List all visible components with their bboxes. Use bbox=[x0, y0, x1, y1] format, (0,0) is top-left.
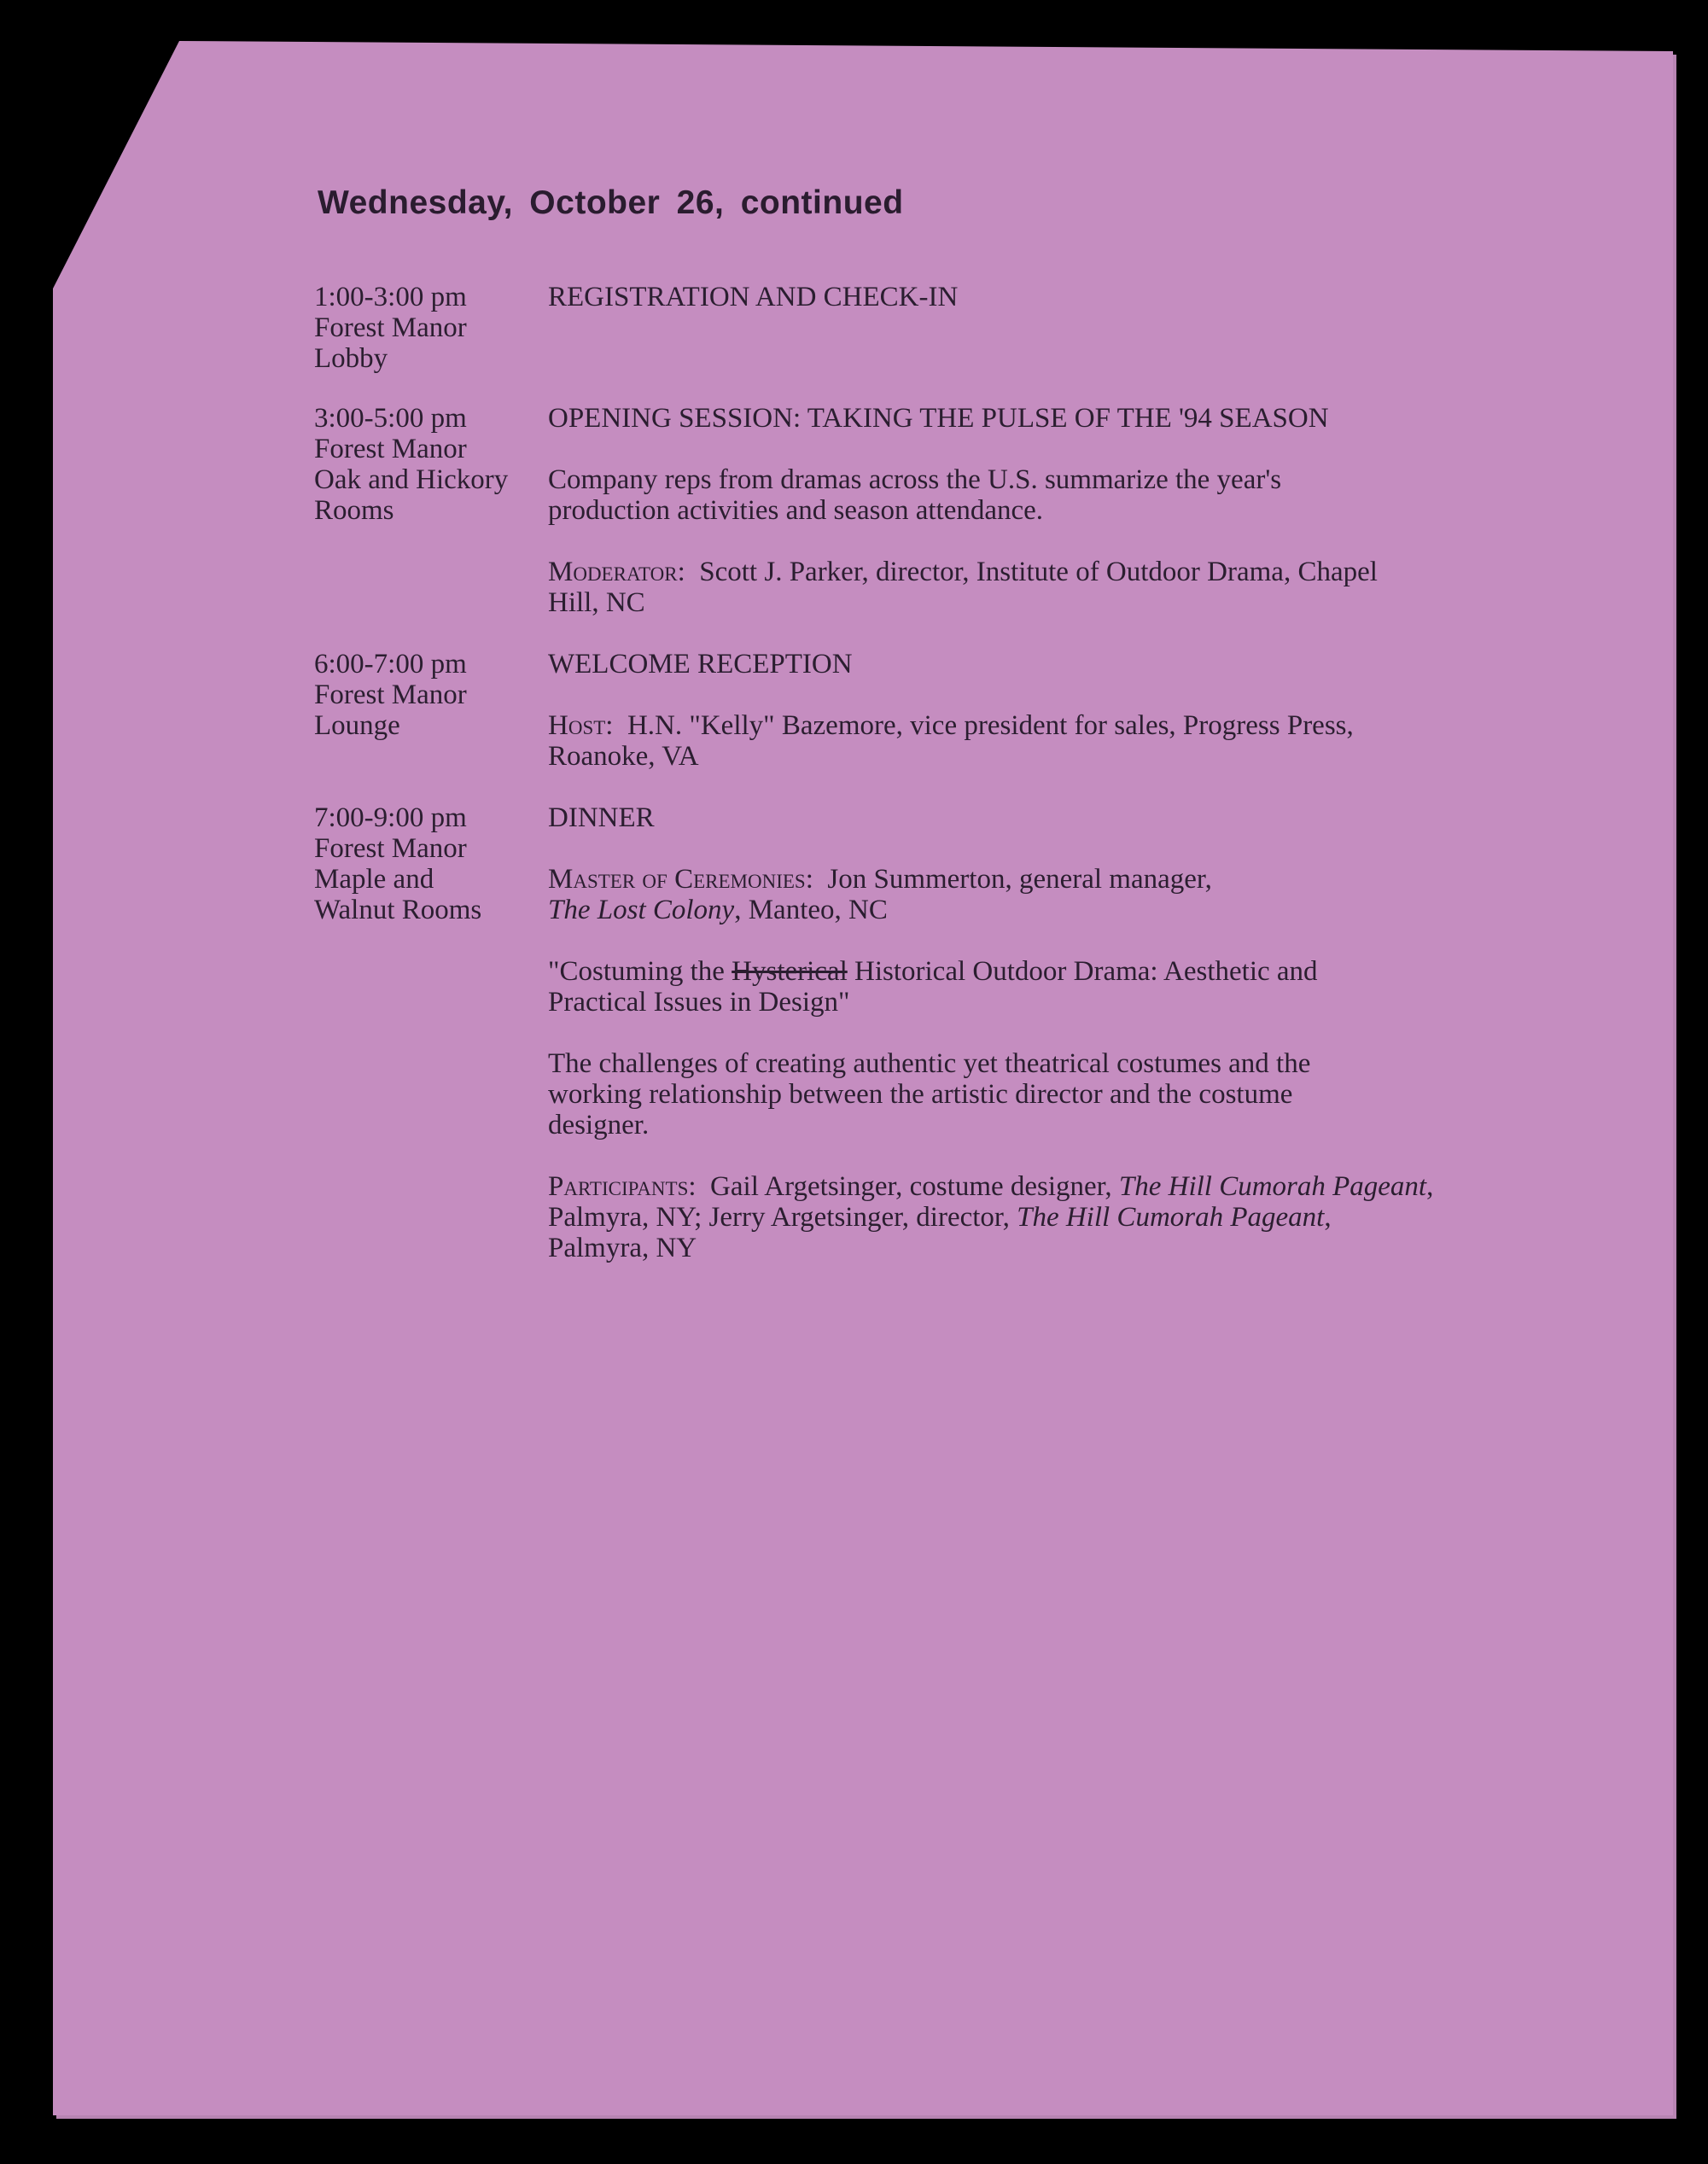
session-2-details bbox=[548, 403, 1444, 618]
session-4-location-line: Walnut Rooms bbox=[314, 895, 482, 925]
session-4-details bbox=[548, 802, 1444, 1263]
session-3-time-location bbox=[314, 649, 467, 741]
session-2-moderator bbox=[548, 557, 1402, 618]
session-2-location-line: Forest Manor bbox=[314, 434, 467, 464]
session-2-time: 3:00-5:00 pm bbox=[314, 403, 467, 434]
participant-location: , Palmyra, NY bbox=[548, 1202, 1332, 1263]
participants-label: Participants: bbox=[548, 1171, 697, 1202]
session-4-location-line: Forest Manor bbox=[314, 833, 467, 864]
session-3-title: WELCOME RECEPTION bbox=[548, 649, 853, 680]
session-4-talk-title bbox=[548, 956, 1410, 1018]
host-text: H.N. "Kelly" Bazemore, vice president for sales, Progress Press, Roanoke, VA bbox=[548, 710, 1354, 772]
session-1-time: 1:00-3:00 pm bbox=[314, 282, 467, 312]
participant-text: Jerry Argetsinger, director, bbox=[708, 1202, 1017, 1233]
session-2-description: Company reps from dramas across the U.S. summarize the year's production activities and season attendance. bbox=[548, 464, 1282, 526]
session-4-master-of-ceremonies bbox=[548, 864, 1367, 925]
talk-title-struck-word: Hysterical bbox=[732, 956, 848, 987]
session-3-details bbox=[548, 649, 1444, 772]
moderator-text: Scott J. Parker, director, Institute of Outdoor Drama, Chapel Hill, NC bbox=[548, 557, 1378, 618]
talk-title-rest: Historical Outdoor Drama: Aesthetic and Practical Issues in Design" bbox=[548, 956, 1318, 1018]
session-4-title: DINNER bbox=[548, 802, 655, 833]
session-1-time-location bbox=[314, 282, 467, 374]
moderator-label: Moderator: bbox=[548, 557, 685, 587]
session-2-title: OPENING SESSION: TAKING THE PULSE OF THE '94 SEASON bbox=[548, 403, 1329, 434]
session-4-participants bbox=[548, 1171, 1436, 1263]
host-label: Host: bbox=[548, 710, 614, 741]
session-2-location-line: Rooms bbox=[314, 495, 394, 526]
session-1-title: REGISTRATION AND CHECK-IN bbox=[548, 282, 959, 312]
page-heading: Wednesday, October 26, continued bbox=[318, 184, 904, 221]
session-4-description: The challenges of creating authentic yet theatrical costumes and the working relationship between the artistic director and the costume designer. bbox=[548, 1048, 1311, 1140]
participant-text: Gail Argetsinger, costume designer, bbox=[710, 1171, 1119, 1202]
session-2-time-location bbox=[314, 403, 508, 526]
session-1-location-line: Forest Manor bbox=[314, 312, 467, 343]
session-3-location-line: Forest Manor bbox=[314, 680, 467, 710]
mc-location: , Manteo, NC bbox=[734, 895, 888, 925]
participant-production: The Hill Cumorah Pageant bbox=[1118, 1171, 1427, 1202]
session-1-location-line: Lobby bbox=[314, 343, 388, 374]
session-2-location-line: Oak and Hickory bbox=[314, 464, 509, 495]
participant-production: The Hill Cumorah Pageant bbox=[1017, 1202, 1325, 1233]
session-4-time: 7:00-9:00 pm bbox=[314, 802, 467, 833]
session-1-details bbox=[548, 282, 1444, 312]
session-3-location-line: Lounge bbox=[314, 710, 400, 741]
session-3-host bbox=[548, 710, 1393, 772]
participant-location: , Palmyra, NY; bbox=[548, 1171, 1434, 1233]
session-3-time: 6:00-7:00 pm bbox=[314, 649, 467, 680]
talk-title-open: "Costuming the bbox=[548, 956, 732, 987]
session-4-time-location bbox=[314, 802, 481, 925]
session-4-location-line: Maple and bbox=[314, 864, 434, 895]
mc-label: Master of Ceremonies: bbox=[548, 864, 813, 895]
mc-production-title: The Lost Colony bbox=[548, 895, 735, 925]
mc-text: Jon Summerton, general manager, bbox=[827, 864, 1212, 895]
